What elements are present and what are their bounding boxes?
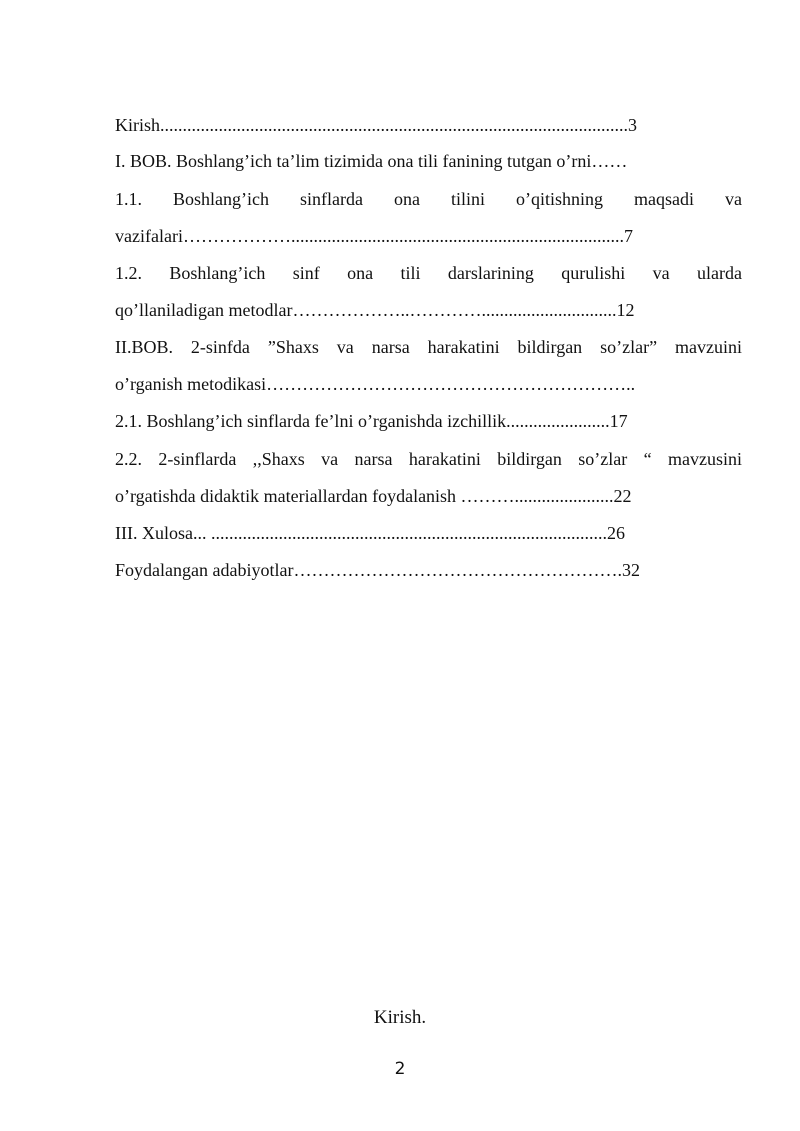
toc-entry-chapter-2-line-1: II.BOB. 2-sinfda ”Shaxs va narsa harakatini bildirgan so’zlar” mavzuini [115, 337, 742, 357]
toc-entry-chapter-2-line-2: o’rganish metodikasi…………………………………………………….. [115, 374, 636, 394]
toc-entry-1-1-line-2: vazifalari………………..........................................................................7 [115, 226, 633, 246]
section-heading: Kirish. [373, 1007, 427, 1028]
toc-entry-2-2-line-1: 2.2. 2-sinflarda ,,Shaxs va narsa harakatini bildirgan so’zlar “ mavzusini [115, 449, 742, 469]
toc-entry-chapter-1: I. BOB. Boshlang’ich ta’lim tizimida ona tili fanining tutgan o’rni…… [115, 151, 628, 171]
toc-entry-references: Foydalangan adabiyotlar……………………………………………….32 [115, 560, 640, 580]
toc-entry-2-1: 2.1. Boshlang’ich sinflarda fe’lni o’rganishda izchillik.......................17 [115, 411, 628, 431]
toc-entry-1-1-line-1: 1.1. Boshlang’ich sinflarda ona tilini o’qitishning maqsadi va [115, 189, 742, 209]
toc-entry-kirish: Kirish........................................................................................................3 [115, 115, 637, 135]
toc-entry-1-2-line-2: qo’llaniladigan metodlar………………..…………..............................12 [115, 300, 635, 320]
page-number: 2 [394, 1059, 406, 1079]
toc-entry-1-2-line-1: 1.2. Boshlang’ich sinf ona tili darslarining qurulishi va ularda [115, 263, 742, 283]
toc-entry-2-2-line-2: o’rgatishda didaktik materiallardan foydalanish ………......................22 [115, 486, 632, 506]
toc-entry-chapter-3: III. Xulosa... ........................................................................................26 [115, 523, 625, 543]
